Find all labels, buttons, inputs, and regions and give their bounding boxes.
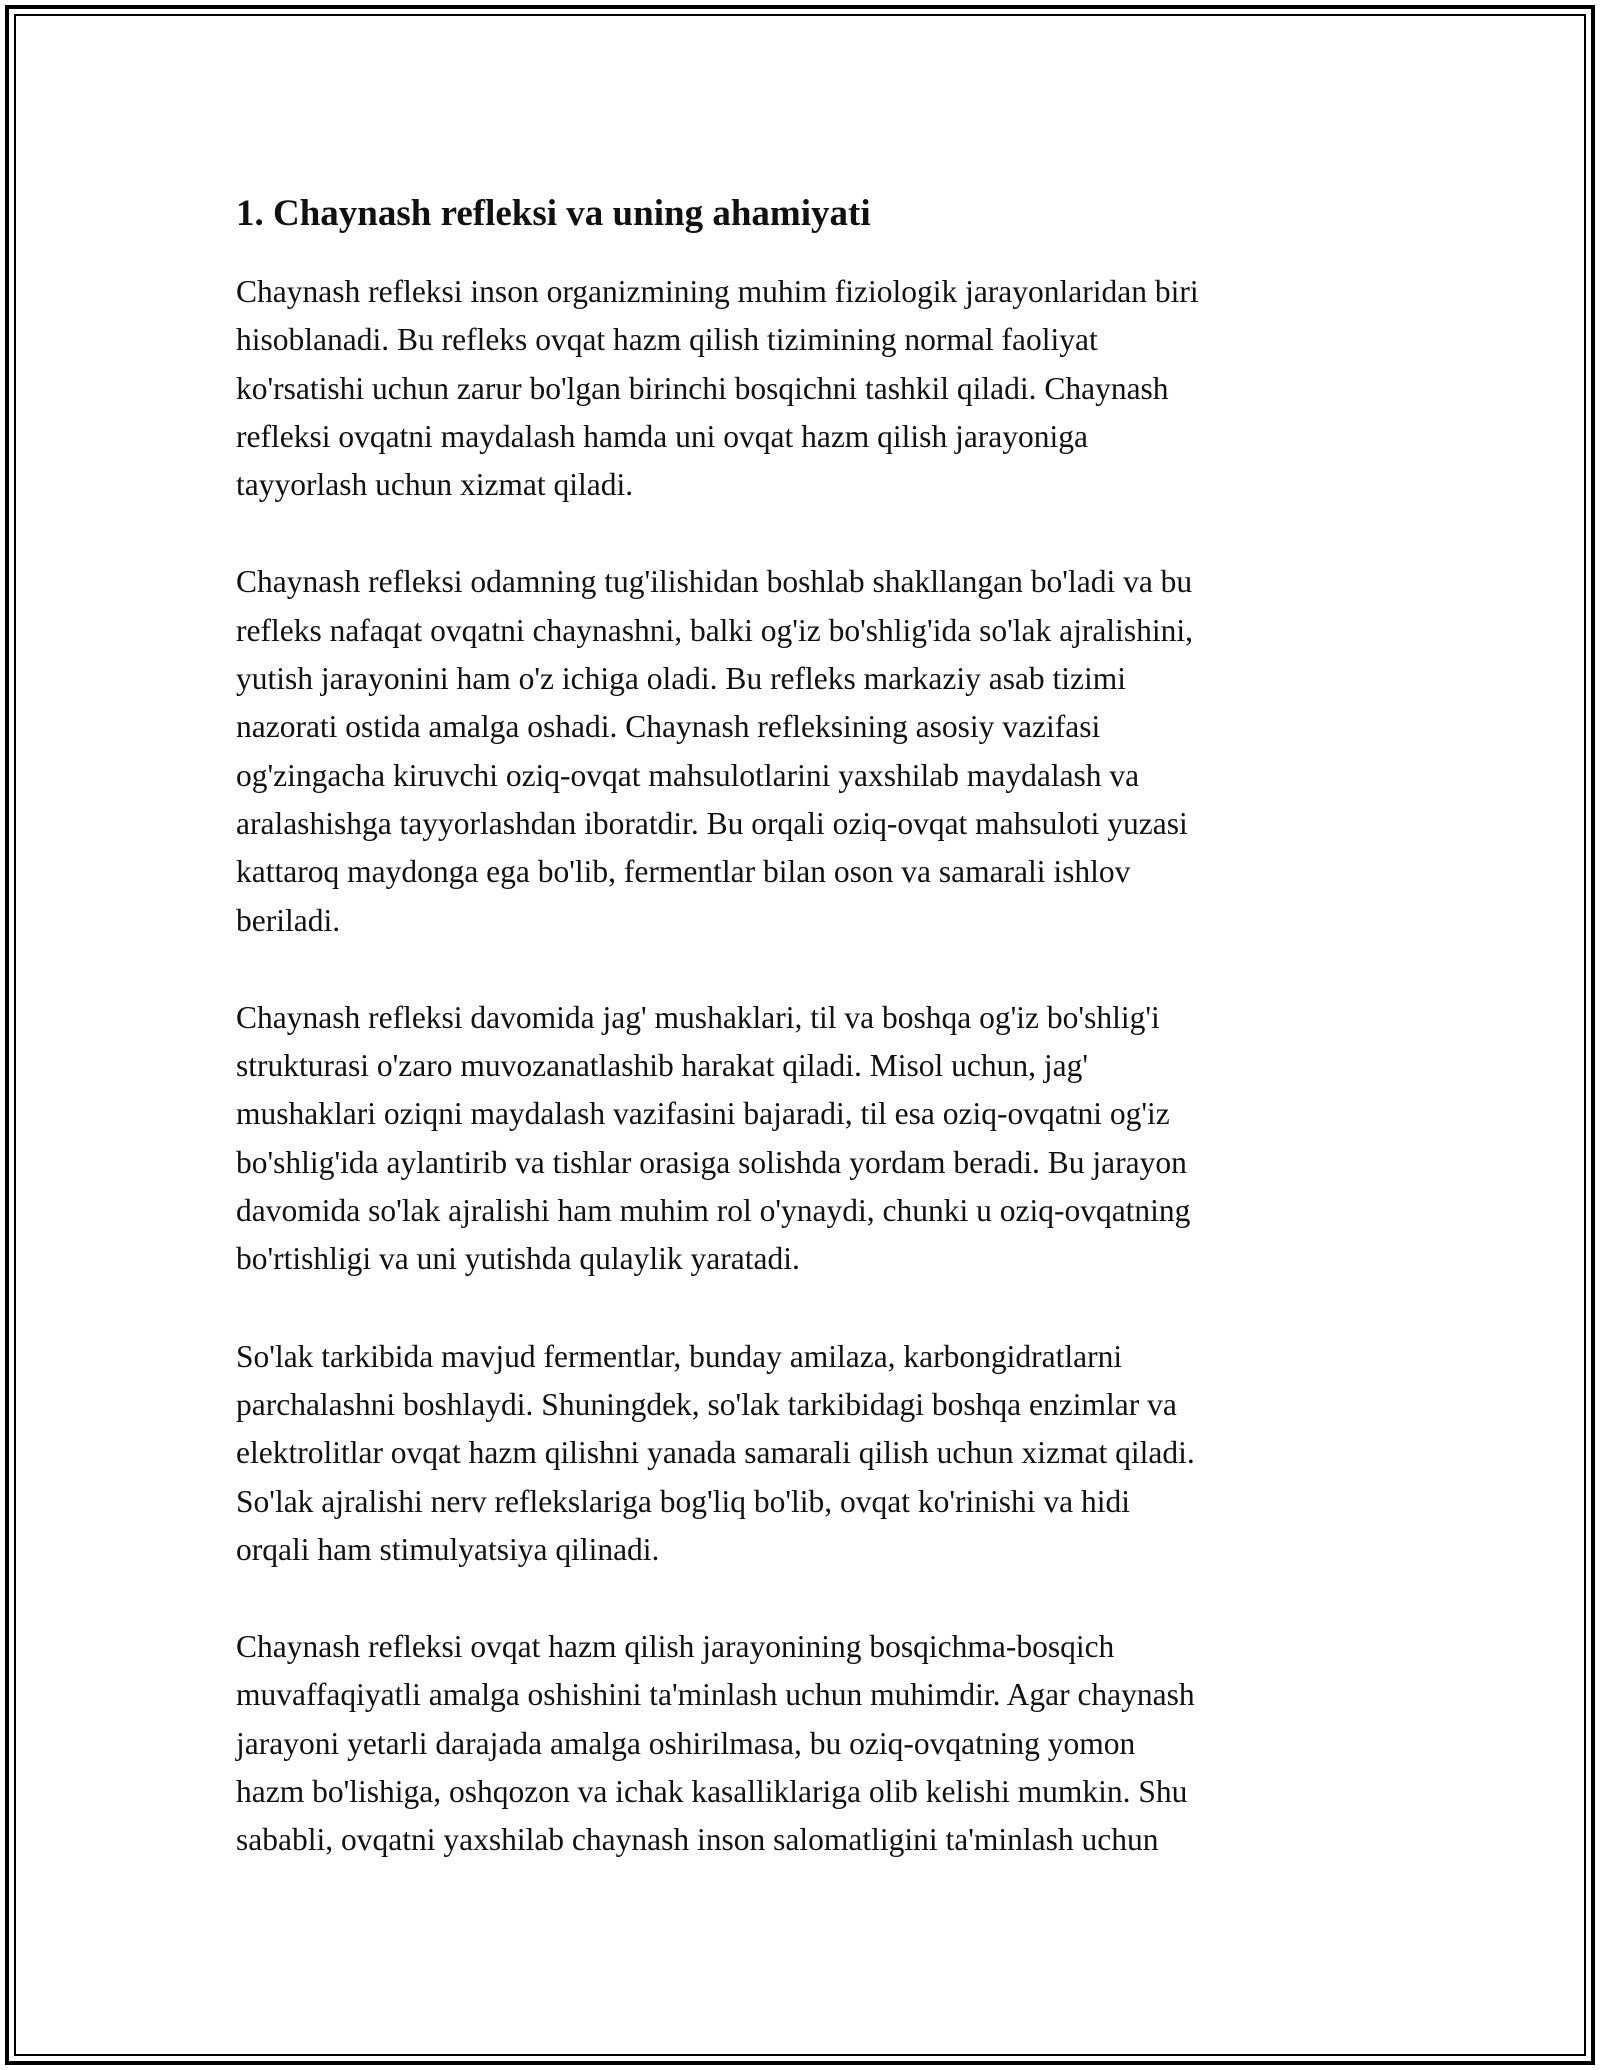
section-heading: 1. Chaynash refleksi va uning ahamiyati <box>236 193 871 234</box>
paragraph-3: Chaynash refleksi davomida jag' mushaklari, til va boshqa og'iz bo'shlig'i strukturasi o'zaro muvozanatlashib harakat qiladi. Misol uchun, jag' mushaklari oziqni maydalash vazifasini bajaradi, til esa oziq-ovqatni og'iz bo'shlig'ida aylantirib va tishlar orasiga solishda yordam beradi. Bu jarayon davomida so'lak ajralishi ham muhim rol o'ynaydi, chunki u oziq-ovqatning bo'rtishligi va uni yutishda qulaylik yaratadi. <box>236 999 1191 1277</box>
paragraph-4: So'lak tarkibida mavjud fermentlar, bunday amilaza, karbongidratlarni parchalashni boshlaydi. Shuningdek, so'lak tarkibidagi boshqa enzimlar va elektrolitlar ovqat hazm qilishni yanada samarali qilish uchun xizmat qiladi. So'lak ajralishi nerv reflekslariga bog'liq bo'lib, ovqat ko'rinishi va hidi orqali ham stimulyatsiya qilinadi. <box>236 1338 1195 1567</box>
paragraph-5: Chaynash refleksi ovqat hazm qilish jarayonining bosqichma-bosqich muvaffaqiyatli amalga oshishini ta'minlash uchun muhimdir. Agar chaynash jarayoni yetarli darajada amalga oshirilmasa, bu oziq-ovqatning yomon hazm bo'lishiga, oshqozon va ichak kasalliklariga olib kelishi mumkin. Shu sababli, ovqatni yaxshilab chaynash inson salomatligini ta'minlash uchun <box>236 1629 1195 1858</box>
paragraph-1: Chaynash refleksi inson organizmining muhim fiziologik jarayonlaridan biri hisoblanadi. Bu refleks ovqat hazm qilish tizimining normal faoliyat ko'rsatishi uchun zarur bo'lgan birinchi bosqichni tashkil qiladi. Chaynash refleksi ovqatni maydalash hamda uni ovqat hazm qilish jarayoniga tayyorlash uchun xizmat qiladi. <box>236 274 1199 503</box>
paragraph-2: Chaynash refleksi odamning tug'ilishidan boshlab shakllangan bo'ladi va bu refleks nafaqat ovqatni chaynashni, balki og'iz bo'shlig'ida so'lak ajralishini, yutish jarayonini ham o'z ichiga oladi. Bu refleks markaziy asab tizimi nazorati ostida amalga oshadi. Chaynash refleksining asosiy vazifasi og'zingacha kiruvchi oziq-ovqat mahsulotlarini yaxshilab maydalash va aralashishga tayyorlashdan iboratdir. Bu orqali oziq-ovqat mahsuloti yuzasi kattaroq maydonga ega bo'lib, fermentlar bilan oson va samarali ishlov beriladi. <box>236 564 1193 938</box>
document-body <box>236 186 1386 1914</box>
